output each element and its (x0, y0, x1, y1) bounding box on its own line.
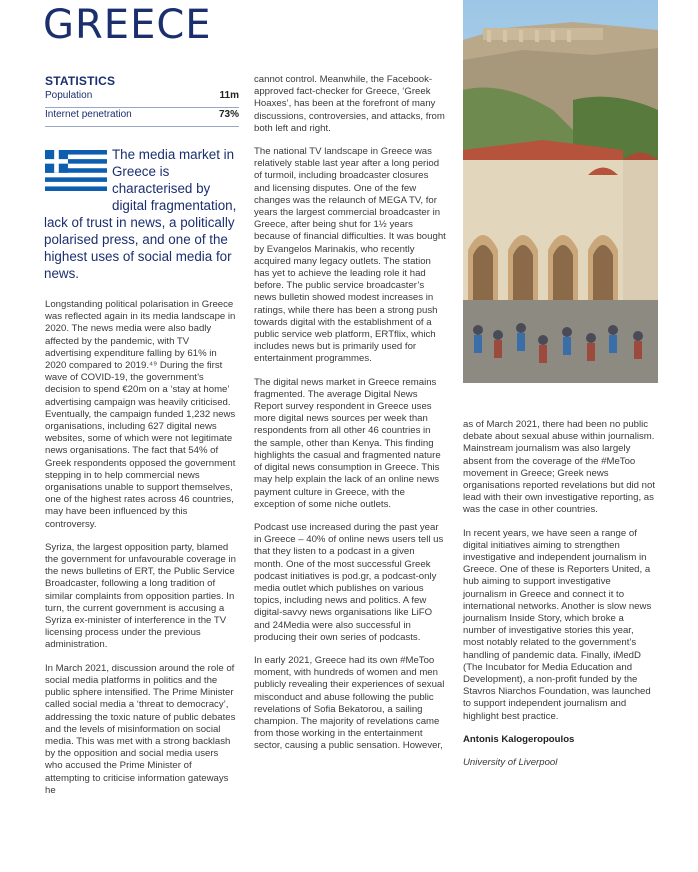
column-2 (254, 74, 446, 764)
paragraph: cannot control. Meanwhile, the Facebook-approved fact-checker for Greece, ‘Greek Hoaxes’, has been at the forefront of many discussions, controversies, and attacks, from both left and right. (254, 74, 445, 134)
paragraph: Syriza, the largest opposition party, blamed the government for unfavourable coverage in the news bulletins of ERT, the Public Service Broadcaster, following a long tradition of similar complaints from opposition parties. In turn, the current government is accusing a Syriza ex-minister of interference in the TV licensing process under the previous administration. (45, 541, 236, 651)
paragraph: In March 2021, discussion around the role of social media platforms in politics and the public sphere intensified. The Prime Minister called social media a ‘threat to democracy’, addressing the toxic nature of public debates and the levels of misinformation on social media. This was met with a strong backlash by the opposition and social media users who accused the Prime Minister of attempting to criticise information gateways he (45, 662, 236, 796)
paragraph: The digital news market in Greece remains fragmented. The average Digital News Report survey respondent in Greece uses more digital news sources per week than respondents from all other 46 countries in the sample, other than Kenya. This finding highlights the casual and fragmented nature of digital news consumption in Greece. This may help explain the lack of an online news payment culture in Greece, with the exception of some niche outlets. (254, 376, 441, 510)
author-affiliation: University of Liverpool (463, 757, 558, 769)
stat-row-internet-penetration (45, 108, 239, 127)
statistics-heading: STATISTICS (45, 74, 116, 88)
paragraph: The national TV landscape in Greece was relatively stable last year after a long period of turmoil, including broadcaster closures and licensing disputes. One of the few changes was the relaunch of MEGA TV, for years the largest commercial broadcaster in Greece, after being shut for 1½ years because of financial difficulties. It was bought by Evangelos Marinakis, who recently acquired many legacy outlets. The station has yet to achieve the leading role it had before. The public service broadcaster’s news bulletin showed modest increases in ratings, while there has been a strong push towards digital with the establishment of a public service web platform, ERTflix, which includes news but is primarily used for entertainment programmes. (254, 146, 446, 365)
stat-value: 73% (218, 109, 239, 120)
lead-summary (44, 146, 240, 282)
column-3 (463, 419, 655, 780)
author-name: Antonis Kalogeropoulos (463, 733, 575, 745)
paragraph: as of March 2021, there had been no public debate about sexual abuse within journalism. Mainstream journalism was also largely absent from the coverage of the #MeToo movement in Greece; Greek news organisations reported revelations but did not lead with their own investigative reporting, as was the case in other countries. (463, 419, 655, 516)
stat-label: Internet penetration (45, 109, 132, 120)
stat-value: 11m (219, 90, 239, 101)
lead-text: The media market in Greece is characterised by digital fragmentation, lack of trust in news, a politically polarised press, and one of the highest uses of social media for news. (44, 147, 237, 281)
paragraph: In early 2021, Greece had its own #MeToo moment, with hundreds of women and men publicly revealing their experiences of sexual misconduct and abuse following the public revelations of Sofia Bekatorou, a sailing champion. The majority of revelations came from those working in the entertainment sector, causing a public sensation. However, (254, 654, 445, 752)
paragraph: Longstanding political polarisation in Greece was reflected again in its media landscape in 2020. The news media were also badly affected by the pandemic, with TV advertising expenditure falling by 61% in 2020 compared to 2019.⁴⁹ During the first wave of COVID-19, the government’s decision to spend €20m on a ‘stay at home’ advertising campaign was heavily criticised. Eventually, the campaign funded 1,232 news organisations, including 627 digital news websites, some of which were not legitimate news organisations. The fact that 54% of Greek respondents opposed the government stepping in to help commercial news organisations unable to support themselves, one of the highest rates across 46 countries, may have been influenced by this controversy. (45, 299, 236, 530)
paragraph: Podcast use increased during the past year in Greece – 40% of online news users tell us that they listen to a podcast in a given month. One of the most successful Greek podcast initiatives is pod.gr, a podcast-only media outlet which publishes on various topics, including news and politics. A few digital-savvy news organisations like LiFO and 24Media were also successful in producing their own series of podcasts. (254, 521, 444, 643)
paragraph: In recent years, we have seen a range of digital initiatives aiming to strengthen investigative and independent journalism in Greece. One of these is Reporters United, a hub aiming to support investigative journalism in Greece and connect it to international networks. Another is slow news journalism Inside Story, which broke a number of investigative stories this year, most notably related to the government’s handling of pandemic data. Finally, iMedD (The Incubator for Media Education and Development), a non-profit funded by the Stavros Niarchos Foundation, was launched to support independent journalism and highlight best practice. (463, 527, 652, 722)
stat-row-population (45, 89, 239, 108)
column-1 (45, 299, 238, 808)
page-title: GREECE (43, 2, 212, 48)
stat-label: Population (45, 90, 93, 101)
athens-acropolis-photo (463, 0, 658, 383)
